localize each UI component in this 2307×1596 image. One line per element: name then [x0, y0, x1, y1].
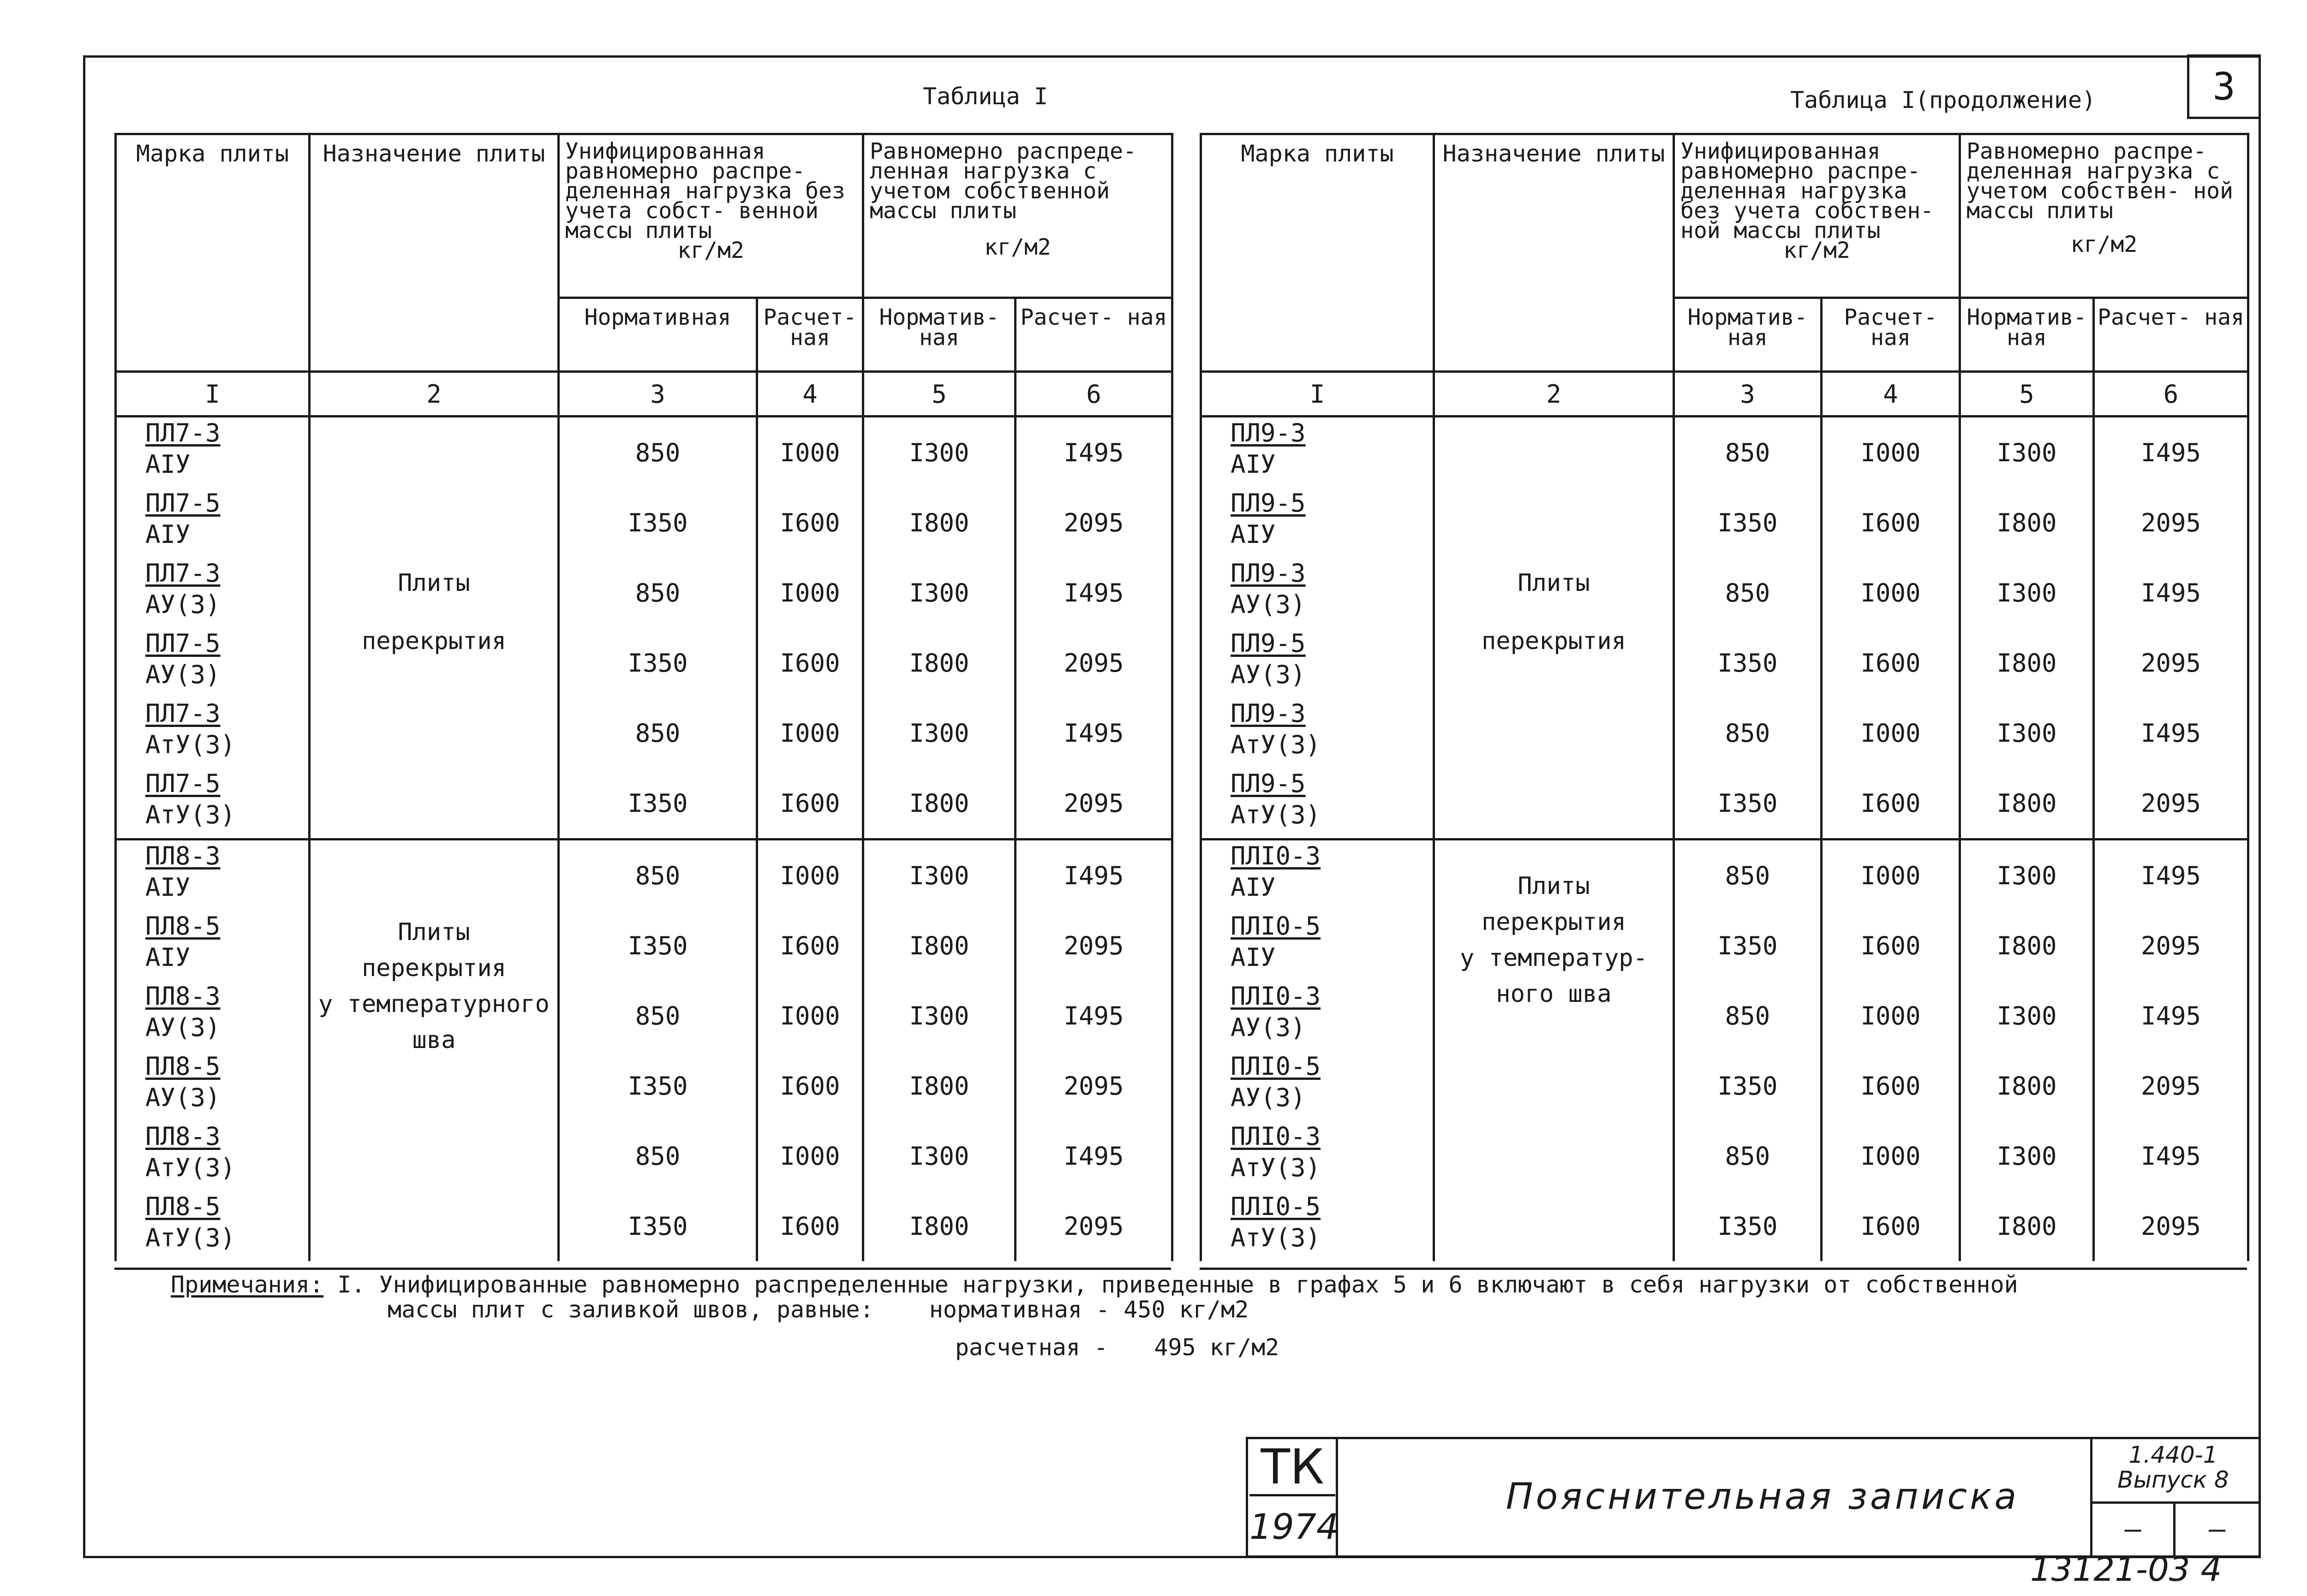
mark-column: [116, 417, 310, 840]
mark-entry: ПЛ7-5 АIУ: [145, 488, 221, 549]
title-block-sheet-b: —: [2208, 1513, 2226, 1545]
left-header-normative-mass: Норматив- ная: [863, 298, 1016, 372]
notes-line-1: Примечания: I. Унифицированные равномерно распределенные нагрузки, приведенные в графах 5 и 6 включают в себя нагрузки от собственной: [171, 1271, 2018, 1298]
mark-entry: ПЛ8-5 АтУ(3): [145, 1192, 236, 1252]
mark-entry: ПЛ8-3 АтУ(3): [145, 1122, 236, 1182]
mark-entry: ПЛ9-5 АIУ: [1231, 488, 1306, 549]
table-group: [1201, 417, 2248, 840]
notes-label: Примечания:: [171, 1271, 324, 1298]
value-column: I300 I800 I300 I800 I300 I800: [1960, 417, 2094, 840]
left-header-calculated-mass: Расчет- ная: [1016, 298, 1172, 372]
right-header-calculated: Расчет- ная: [1822, 298, 1960, 372]
purpose-cell: Плиты перекрытия: [310, 417, 559, 840]
left-header-mark: Марка плиты: [116, 134, 310, 372]
value-column: I000 I600 I000 I600 I000 I600: [1822, 840, 1960, 1262]
mark-entry: ПЛ8-3 АIУ: [145, 841, 221, 902]
col-number: 4: [757, 372, 863, 417]
left-header-load-with-mass: Равномерно распреде- ленная нагрузка с учетом собственной массы плиты кг/м2: [863, 134, 1172, 298]
mark-entry: ПЛ8-5 АУ(3): [145, 1052, 221, 1112]
mark-entry: ПЛ7-5 АУ(3): [145, 629, 221, 689]
purpose-cell: Плиты перекрытия: [1434, 417, 1674, 840]
title-block-title: Пояснительная записка: [1506, 1476, 2020, 1518]
value-column: I495 2095 I495 2095 I495 2095: [1016, 417, 1172, 840]
mark-entry: ПЛI0-5 АIУ: [1231, 911, 1321, 972]
col-number: I: [1201, 372, 1434, 417]
col-number: 3: [1674, 372, 1822, 417]
col-number: 2: [1434, 372, 1674, 417]
title-block-org: ТК: [1249, 1440, 1335, 1496]
mark-entry: ПЛ8-3 АУ(3): [145, 982, 221, 1042]
mark-column: [1201, 840, 1434, 1262]
value-column: I495 2095 I495 2095 I495 2095: [2094, 840, 2248, 1262]
mark-entry: ПЛ9-5 АтУ(3): [1231, 769, 1321, 829]
col-number: 5: [863, 372, 1016, 417]
right-header-load-with-mass: Равномерно распре- деленная нагрузка с учетом собствен- ной массы плиты кг/м2: [1960, 134, 2248, 298]
right-table: [1200, 133, 2249, 1261]
mark-entry: ПЛI0-5 АтУ(3): [1231, 1192, 1321, 1252]
left-header-unified-load: Унифицированная равномерно распре- деленная нагрузка без учета собст- венной массы плиты кг/м2: [559, 134, 863, 298]
col-number: 6: [1016, 372, 1172, 417]
value-column: I000 I600 I000 I600 I000 I600: [757, 417, 863, 840]
mark-entry: ПЛ9-3 АтУ(3): [1231, 699, 1321, 759]
mark-entry: ПЛ8-5 АIУ: [145, 911, 221, 972]
mark-entry: ПЛ7-3 АIУ: [145, 418, 221, 479]
value-column: 850 I350 850 I350 850 I350: [1674, 840, 1822, 1262]
archive-number: 13121-03 4: [2030, 1550, 2222, 1589]
value-column: I495 2095 I495 2095 I495 2095: [1016, 840, 1172, 1262]
col-number: 5: [1960, 372, 2094, 417]
col-number: 6: [2094, 372, 2248, 417]
mark-entry: ПЛI0-3 АIУ: [1231, 841, 1321, 902]
notes-line-2: массы плит с заливкой швов, равные: нормативная - 450 кг/м2: [388, 1296, 1249, 1323]
right-header-calculated-mass: Расчет- ная: [2094, 298, 2248, 372]
value-column: 850 I350 850 I350 850 I350: [559, 840, 757, 1262]
value-column: 850 I350 850 I350 850 I350: [1674, 417, 1822, 840]
left-header-calculated: Расчет- ная: [757, 298, 863, 372]
title-block-year: 1974: [1249, 1506, 1339, 1547]
value-column: 850 I350 850 I350 850 I350: [559, 417, 757, 840]
left-table-bottom-rule: [114, 1268, 1171, 1270]
table-group: [116, 840, 1172, 1262]
notes-line-3: расчетная - 495 кг/м2: [955, 1334, 1279, 1361]
right-header-normative-mass: Норматив- ная: [1960, 298, 2094, 372]
title-block-sheet-a: —: [2124, 1513, 2141, 1545]
mark-entry: ПЛI0-3 АУ(3): [1231, 982, 1321, 1042]
left-table: [114, 133, 1173, 1261]
mark-entry: ПЛ9-3 АУ(3): [1231, 559, 1306, 619]
notes: [171, 1272, 2018, 1360]
value-column: I300 I800 I300 I800 I300 I800: [863, 840, 1016, 1262]
value-column: I300 I800 I300 I800 I300 I800: [1960, 840, 2094, 1262]
right-header-mark: Марка плиты: [1201, 134, 1434, 372]
purpose-cell: Плиты перекрытия у температур- ного шва: [1434, 840, 1674, 1262]
mark-entry: ПЛI0-5 АУ(3): [1231, 1052, 1321, 1112]
col-number: 3: [559, 372, 757, 417]
title-block-code: 1.440-1 Выпуск 8: [2117, 1441, 2229, 1493]
left-header-purpose: Назначение плиты: [310, 134, 559, 372]
right-table-caption: Таблица I(продолжение): [1790, 87, 2096, 113]
right-header-purpose: Назначение плиты: [1434, 134, 1674, 372]
left-table-caption: Таблица I: [923, 83, 1048, 110]
mark-column: [1201, 417, 1434, 840]
value-column: I000 I600 I000 I600 I000 I600: [757, 840, 863, 1262]
col-number: 2: [310, 372, 559, 417]
mark-entry: ПЛ7-5 АтУ(3): [145, 769, 236, 829]
mark-column: [116, 840, 310, 1262]
mark-entry: ПЛ7-3 АтУ(3): [145, 699, 236, 759]
table-group: [1201, 840, 2248, 1262]
value-column: I300 I800 I300 I800 I300 I800: [863, 417, 1016, 840]
page-number: 3: [2187, 54, 2261, 119]
title-block: [1246, 1437, 2261, 1558]
value-column: I495 2095 I495 2095 I495 2095: [2094, 417, 2248, 840]
right-header-unified-load: Унифицированная равномерно распре- деленная нагрузка без учета собствен- ной массы плиты кг/м2: [1674, 134, 1960, 298]
col-number: 4: [1822, 372, 1960, 417]
right-table-bottom-rule: [1200, 1268, 2247, 1270]
col-number: I: [116, 372, 310, 417]
mark-entry: ПЛ9-3 АIУ: [1231, 418, 1306, 479]
right-header-normative: Норматив- ная: [1674, 298, 1822, 372]
mark-entry: ПЛ7-3 АУ(3): [145, 559, 221, 619]
mark-entry: ПЛ9-5 АУ(3): [1231, 629, 1306, 689]
value-column: I000 I600 I000 I600 I000 I600: [1822, 417, 1960, 840]
mark-entry: ПЛI0-3 АтУ(3): [1231, 1122, 1321, 1182]
purpose-cell: Плиты перекрытия у температурного шва: [310, 840, 559, 1262]
table-group: [116, 417, 1172, 840]
left-header-normative: Нормативная: [559, 298, 757, 372]
